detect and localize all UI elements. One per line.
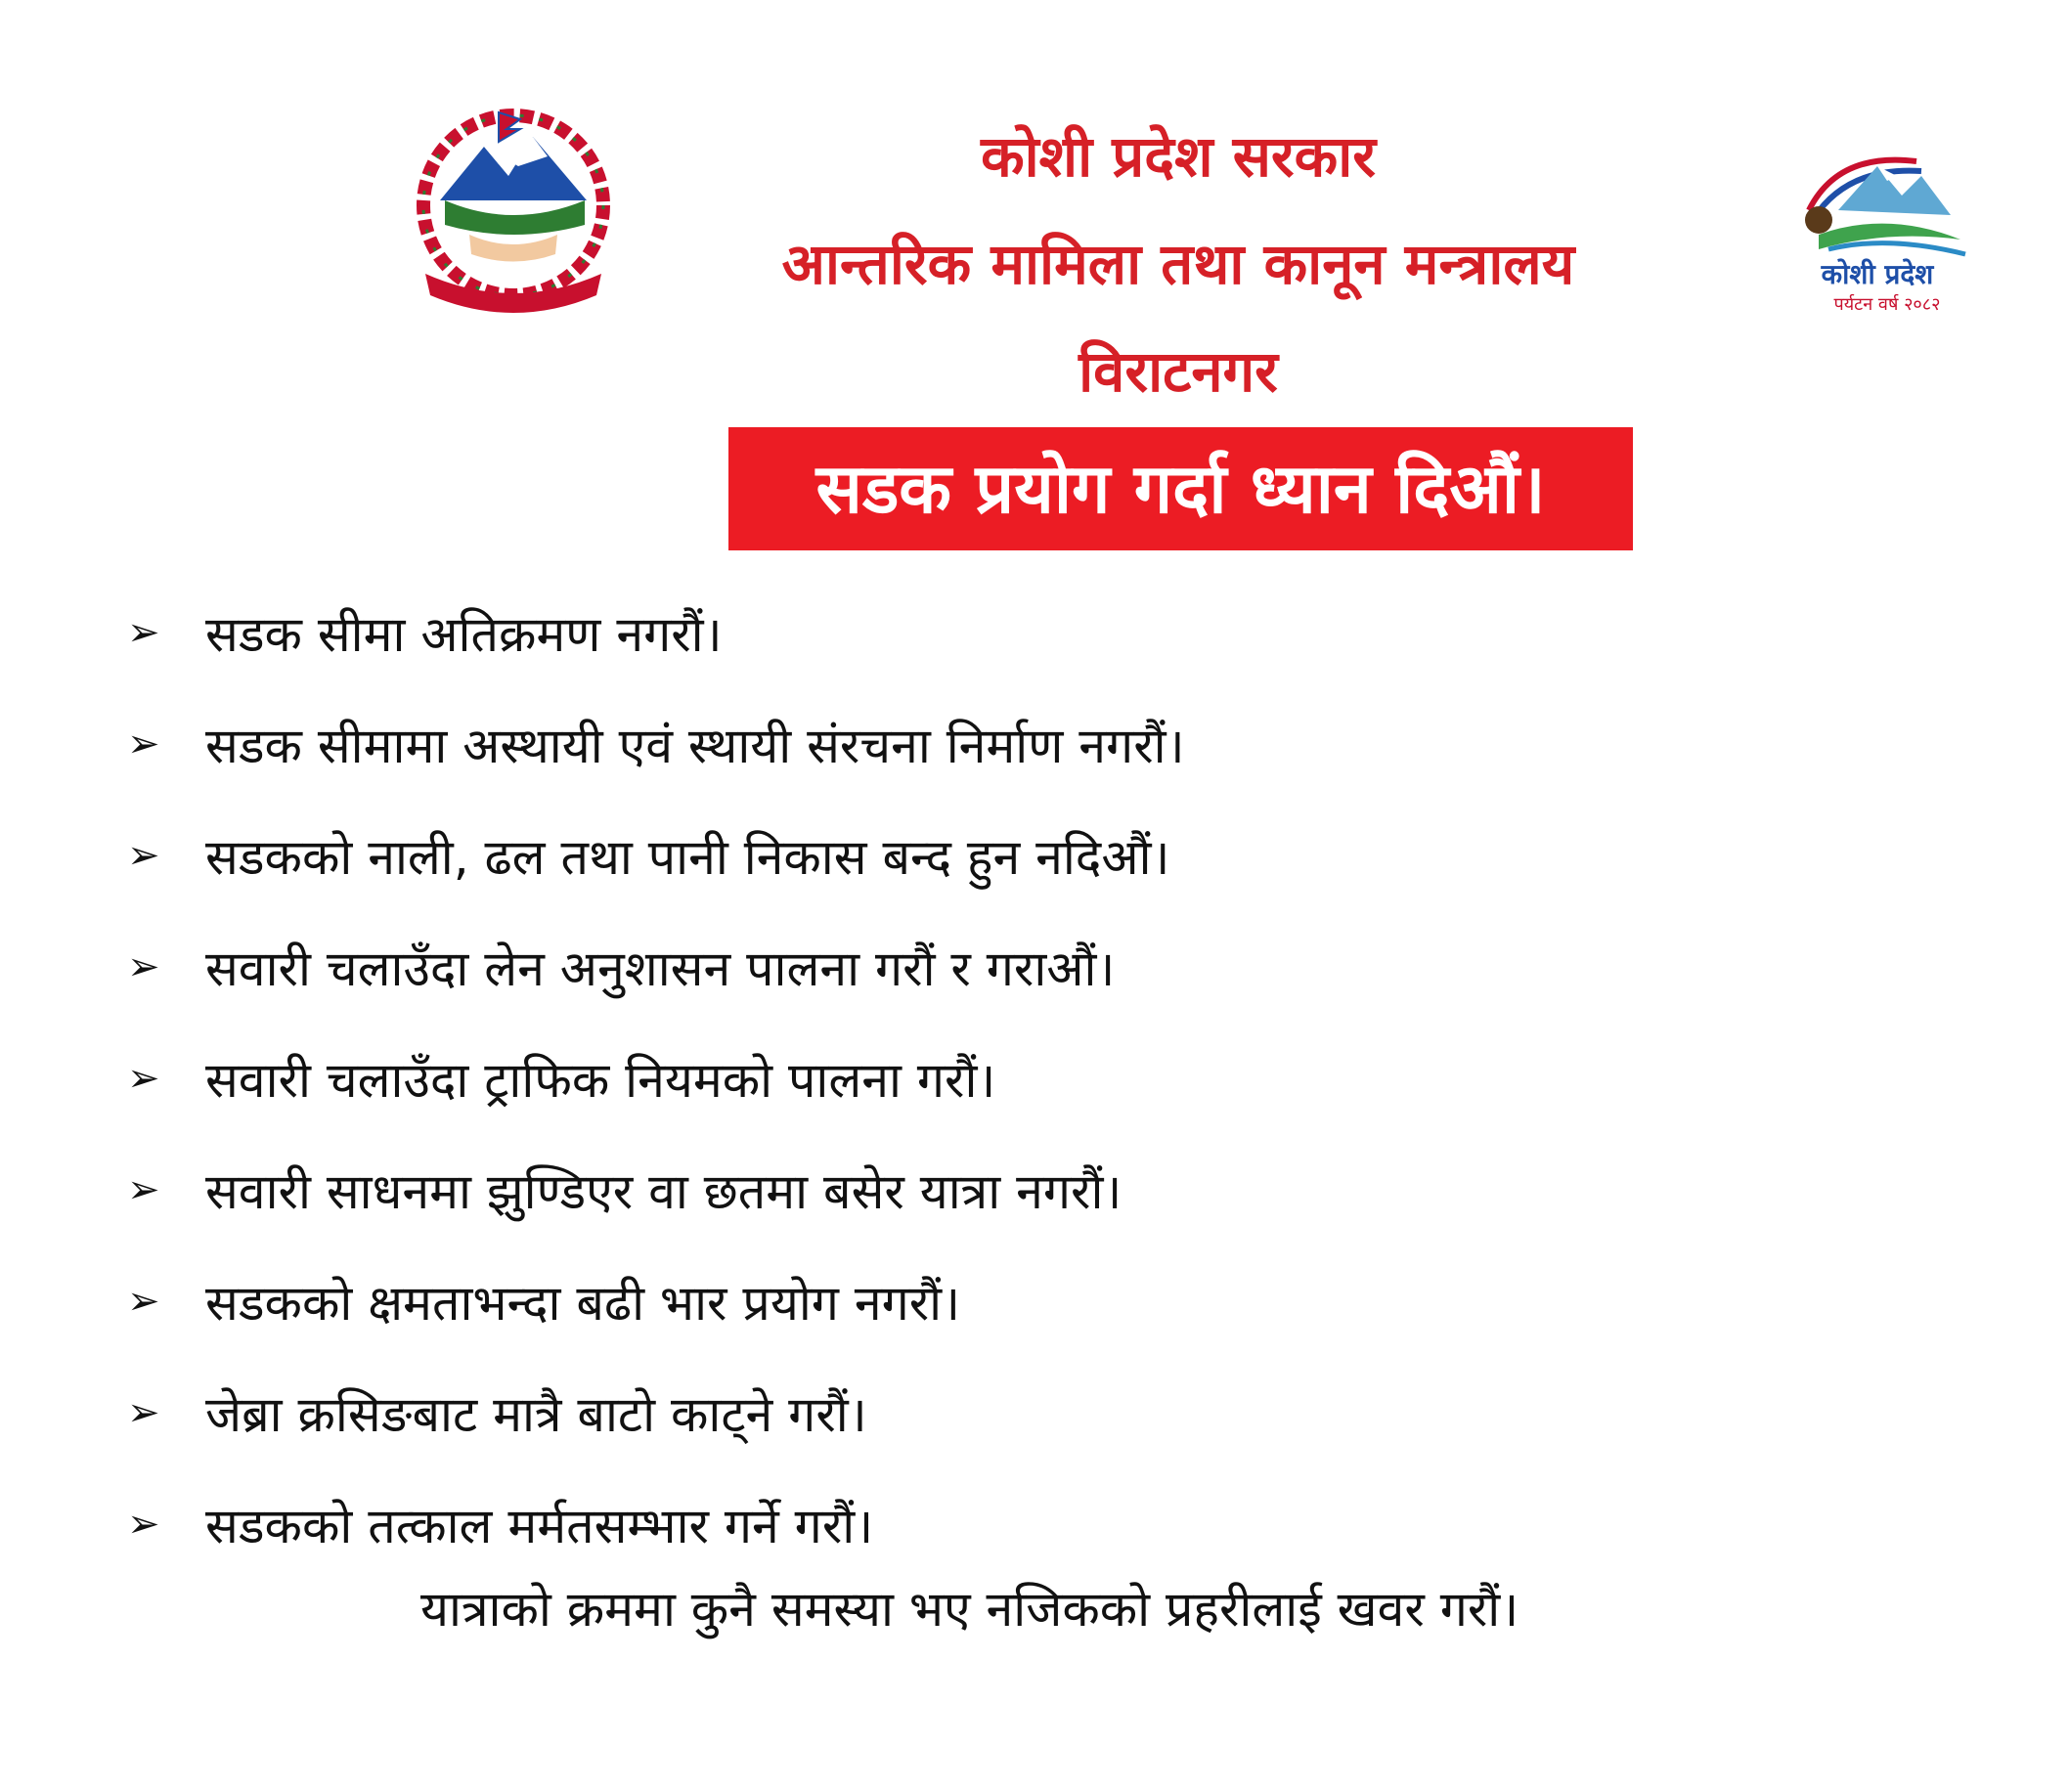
- header-government: कोशी प्रदेश सरकार: [981, 123, 1376, 190]
- list-item: [127, 1023, 1985, 1134]
- arrow-bullet-icon: ➢: [127, 1502, 160, 1547]
- footer-note: यात्राको क्रममा कुनै समस्या भए नजिकको प्रहरीलाई खवर गरौं।: [420, 1581, 1519, 1638]
- rule-text: सडक सीमा अतिक्रमण नगरौं।: [205, 606, 723, 663]
- arrow-bullet-icon: ➢: [127, 833, 160, 878]
- list-item: [127, 1357, 1985, 1468]
- arrow-bullet-icon: ➢: [127, 1056, 160, 1101]
- logo-title: कोशी प्रदेश: [1821, 258, 1934, 290]
- header-ministry: आन्तरिक मामिला तथा कानून मन्त्रालय: [781, 231, 1575, 297]
- arrow-bullet-icon: ➢: [127, 1390, 160, 1435]
- arrow-bullet-icon: ➢: [127, 610, 160, 655]
- logo-subtitle: पर्यटन वर्ष २०८२: [1833, 294, 1941, 315]
- rules-list: [127, 577, 1985, 1580]
- rule-text: सवारी चलाउँदा लेन अनुशासन पालना गरौं र गराऔं।: [205, 940, 1116, 997]
- list-item: [127, 800, 1985, 911]
- rule-text: सडकको क्षमताभन्दा बढी भार प्रयोग नगरौं।: [205, 1275, 961, 1332]
- arrow-bullet-icon: ➢: [127, 721, 160, 766]
- arrow-bullet-icon: ➢: [127, 944, 160, 989]
- list-item: [127, 688, 1985, 800]
- arrow-bullet-icon: ➢: [127, 1279, 160, 1324]
- office-header: [684, 103, 1672, 425]
- rule-text: सडकको नाली, ढल तथा पानी निकास बन्द हुन नदिऔं।: [205, 829, 1170, 886]
- list-item: [127, 911, 1985, 1023]
- list-item: [127, 1246, 1985, 1357]
- rule-text: सवारी चलाउँदा ट्राफिक नियमको पालना गरौं।: [205, 1052, 996, 1109]
- header-city: विराटनगर: [1079, 338, 1278, 405]
- arrow-bullet-icon: ➢: [127, 1167, 160, 1212]
- rule-text: जेब्रा क्रसिङबाट मात्रै बाटो काट्ने गरौं।: [205, 1386, 867, 1443]
- list-item: [127, 1134, 1985, 1246]
- list-item: [127, 577, 1985, 688]
- nepal-coat-of-arms-icon: [401, 108, 626, 318]
- rule-text: सडकको तत्काल मर्मतसम्भार गर्ने गरौं।: [205, 1498, 874, 1554]
- list-item: [127, 1468, 1985, 1580]
- notice-banner: सडक प्रयोग गर्दा ध्यान दिऔं।: [728, 427, 1633, 550]
- rule-text: सडक सीमामा अस्थायी एवं स्थायी संरचना निर्माण नगरौं।: [205, 718, 1185, 774]
- rule-text: सवारी साधनमा झुण्डिएर वा छतमा बसेर यात्रा नगरौं।: [205, 1163, 1123, 1220]
- koshi-pradesh-tourism-logo-icon: [1780, 142, 1975, 318]
